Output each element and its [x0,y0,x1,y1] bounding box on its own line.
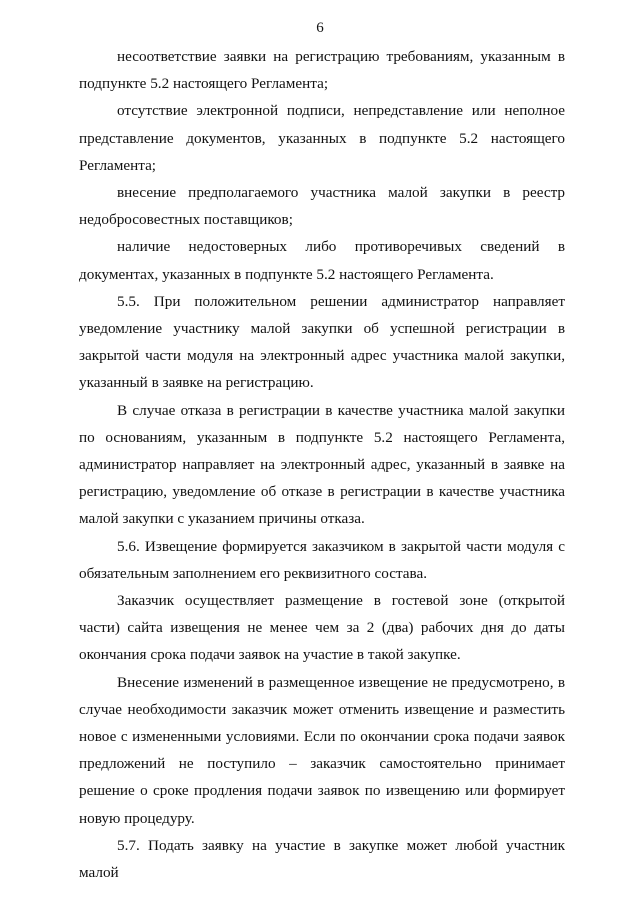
paragraph: 5.6. Извещение формируется заказчиком в закрытой части модуля с обязательным заполнением его реквизитного состава. [79,537,565,582]
paragraph: В случае отказа в регистрации в качестве участника малой закупки по основаниям, указанным в подпункте 5.2 настоящего Регламента, администратор направляет на электронный адрес, указанный в заявке на регистрацию, уведомление об отказе в регистрации в качестве участника малой закупки с указанием причины отказа. [79,401,565,528]
paragraph: внесение предполагаемого участника малой закупки в реестр недобросовестных поставщиков; [79,184,565,229]
paragraph: Внесение изменений в размещенное извещение не предусмотрено, в случае необходимости заказчик может отменить извещение и разместить новое с измененными условиями. Если по окончании срока подачи заявок предложений не поступило – заказчик самостоятельно принимает решение о сроке продления подачи заявок по извещению или формирует новую процедуру. [79,673,565,827]
paragraph: 5.5. При положительном решении администратор направляет уведомление участнику малой закупки об успешной регистрации в закрытой части модуля на электронный адрес участника малой закупки, указанный в заявке на регистрацию. [79,292,565,392]
paragraph: наличие недостоверных либо противоречивых сведений в документах, указанных в подпункте 5.2 настоящего Регламента. [79,238,565,283]
paragraph: 5.7. Подать заявку на участие в закупке может любой участник малой [79,836,565,882]
paragraph: несоответствие заявки на регистрацию требованиям, указанным в подпункте 5.2 настоящего Регламента; [79,48,565,93]
page-number: 6 [316,20,324,36]
paragraph: Заказчик осуществляет размещение в гостевой зоне (открытой части) сайта извещения не менее чем за 2 (два) рабочих дня до даты окончания срока подачи заявок на участие в такой закупке. [79,592,565,664]
document-body [79,43,565,886]
paragraph: отсутствие электронной подписи, непредставление или неполное представление документов, указанных в подпункте 5.2 настоящего Регламента; [79,102,565,174]
